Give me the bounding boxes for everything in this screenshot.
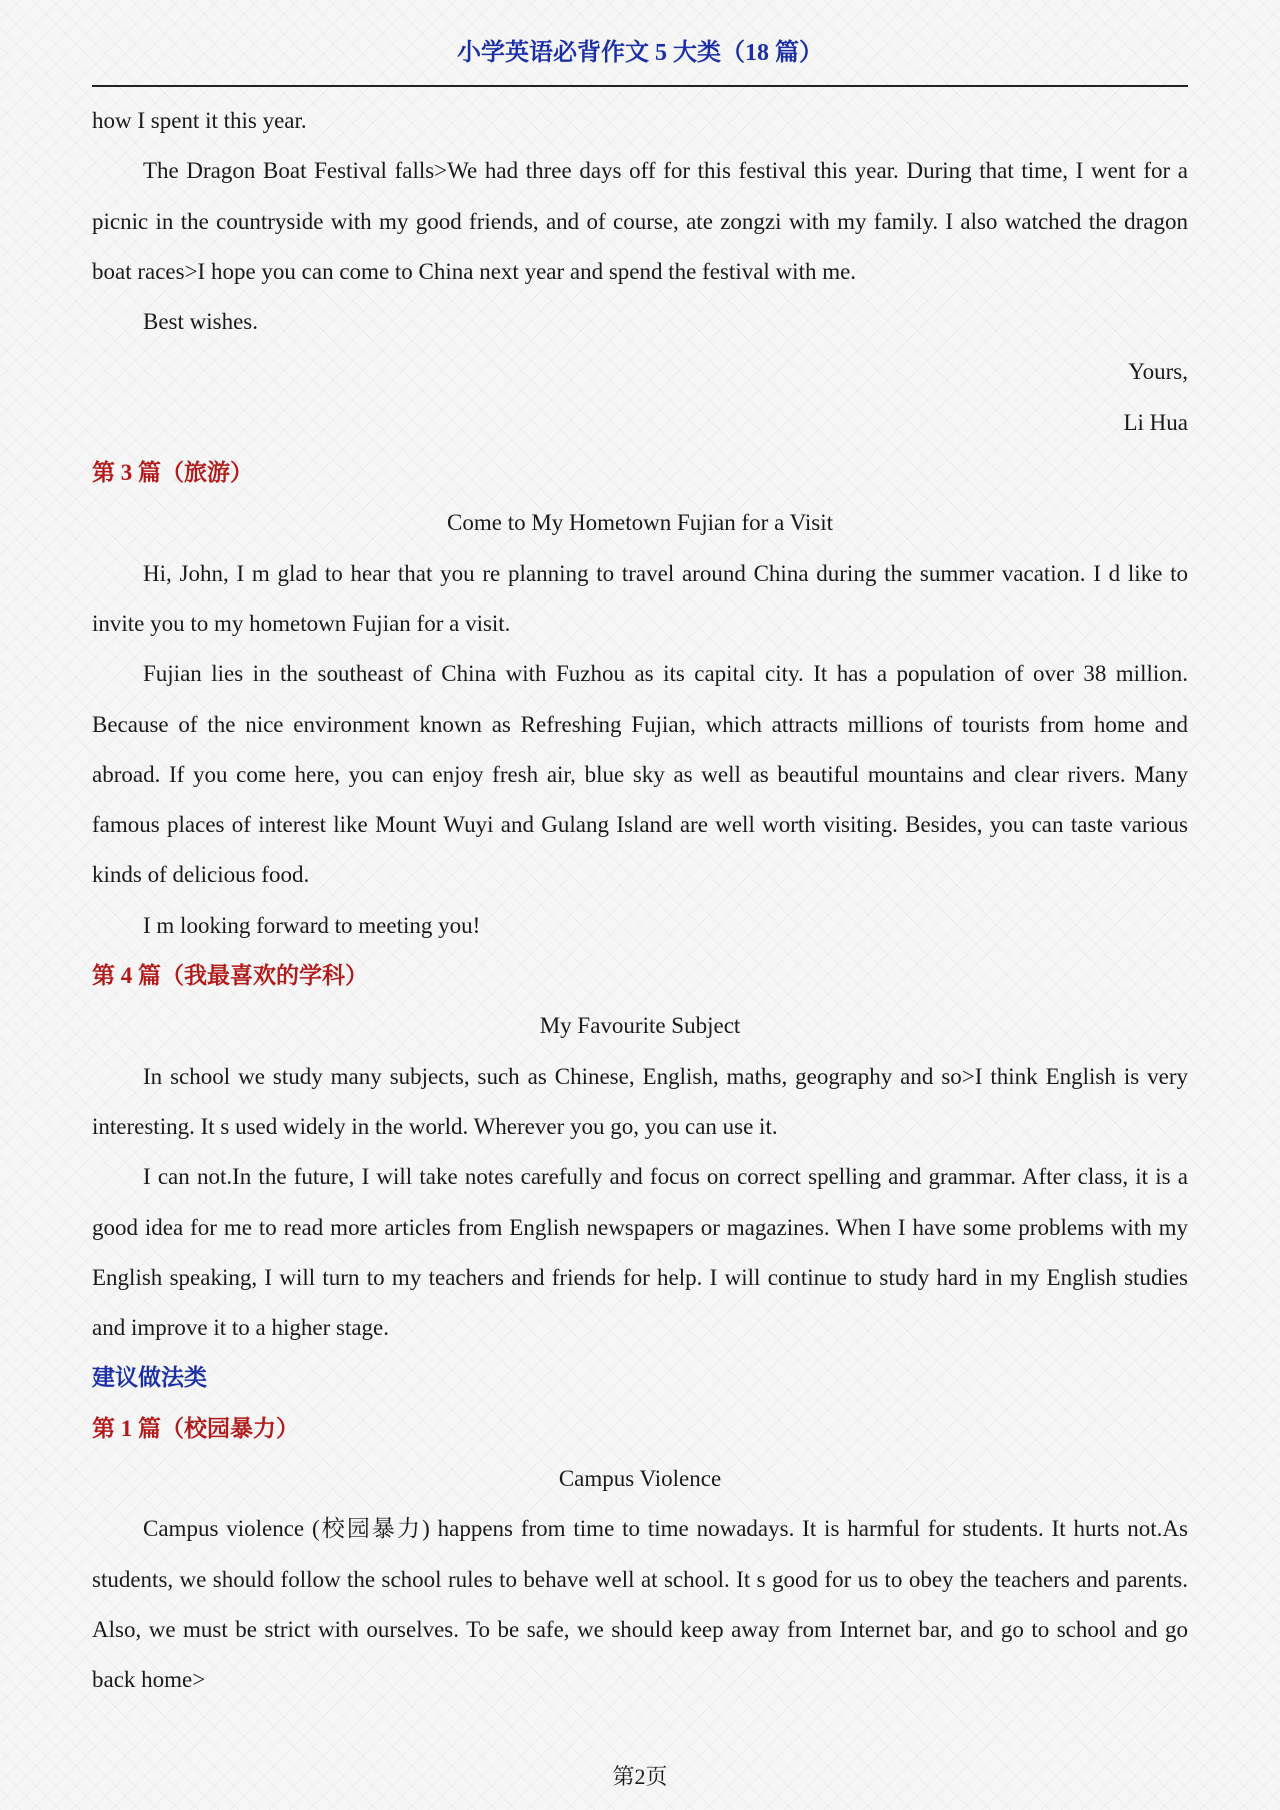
article-3-paragraph-3: I m looking forward to meeting you! [143, 912, 481, 938]
article-1-heading: 第 1 篇（校园暴力） [92, 1415, 299, 1441]
article-3-title: Come to My Hometown Fujian for a Visit [447, 510, 833, 536]
article-4-paragraph-2: I can not.In the future, I will take notes carefully and focus on correct spelling and grammar. After class, it is a good idea for me to read more articles from English newspapers or magazines. When I have some problems with my English speaking, I will turn to my teachers and friends for help. I will continue to study hard in my English studies and improve it to a higher stage. [92, 1164, 1188, 1341]
letter-closing: Best wishes. [143, 309, 258, 335]
header-divider [92, 85, 1188, 87]
article-3-paragraph-1: Hi, John, I m glad to hear that you re planning to travel around China during the summer vacation. I d like to invite you to my hometown Fujian for a visit. [92, 560, 1188, 636]
article-4-paragraph-1: In school we study many subjects, such as Chinese, English, maths, geography and so>I think English is very interesting. It s used widely in the world. Wherever you go, you can use it. [92, 1063, 1188, 1139]
article-1-title: Campus Violence [558, 1466, 722, 1492]
letter-sign-off: Yours, [1128, 359, 1188, 385]
article-1-paragraph-1: Campus violence (校园暴力) happens from time to time nowadays. It is harmful for students. It hurts not.As students, we should follow the school rules to behave well at school. It s good for us to obey the teachers and parents. Also, we must be strict with ourselves. To be safe, we should keep away from Internet bar, and go to school and go back home> [92, 1516, 1188, 1693]
article-3-paragraph-2: Fujian lies in the southeast of China with Fuzhou as its capital city. It has a population of over 38 million. Because of the nice environment known as Refreshing Fujian, which attracts millions of tourists from home and abroad. If you come here, you can enjoy fresh air, blue sky as well as beautiful mountains and clear rivers. Many famous places of interest like Mount Wuyi and Gulang Island are well worth visiting. Besides, you can taste various kinds of delicious food. [92, 661, 1188, 888]
section-heading: 建议做法类 [92, 1365, 207, 1391]
article-3-heading: 第 3 篇（旅游） [92, 460, 253, 486]
document-body [92, 96, 1188, 1706]
letter-signature: Li Hua [1123, 409, 1188, 435]
paragraph-continuation: how I spent it this year. [92, 108, 307, 133]
article-4-title: My Favourite Subject [539, 1013, 741, 1039]
header-title: 小学英语必背作文 5 大类（18 篇） [457, 40, 823, 66]
article-4-heading: 第 4 篇（我最喜欢的学科） [92, 963, 368, 989]
paragraph-dragon-boat: The Dragon Boat Festival falls>We had three days off for this festival this year. During that time, I went for a picnic in the countryside with my good friends, and of course, ate zongzi with my family. I also watched the dragon boat races>I hope you can come to China next year and spend the festival with me. [92, 158, 1188, 284]
page-number: 第2页 [612, 1764, 668, 1789]
